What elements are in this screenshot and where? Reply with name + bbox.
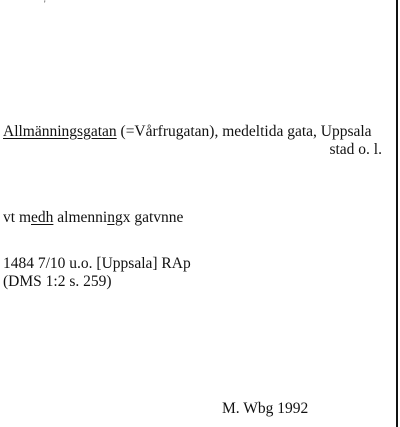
headword: Allmänningsgatan — [3, 123, 117, 140]
source-line: 1484 7/10 u.o. [Uppsala] RAp — [3, 255, 191, 272]
card-right-edge — [396, 0, 398, 427]
edge-mark: ' — [44, 0, 46, 9]
quote-part: m — [18, 209, 31, 226]
headword-line — [3, 123, 397, 141]
quote-part: vt — [3, 209, 19, 226]
quote-part: almenni — [53, 209, 108, 226]
quote-expansion: ng — [107, 209, 123, 226]
reference-line: (DMS 1:2 s. 259) — [3, 273, 112, 290]
quote-expansion: edh — [31, 209, 54, 226]
signature: M. Wbg 1992 — [222, 400, 309, 417]
quote-line — [3, 209, 183, 227]
quote-part: x gatvnne — [122, 209, 184, 226]
headword-description: (=Vårfrugatan), medeltida gata, Uppsala — [116, 123, 372, 140]
place-line: stad o. l. — [329, 141, 382, 158]
